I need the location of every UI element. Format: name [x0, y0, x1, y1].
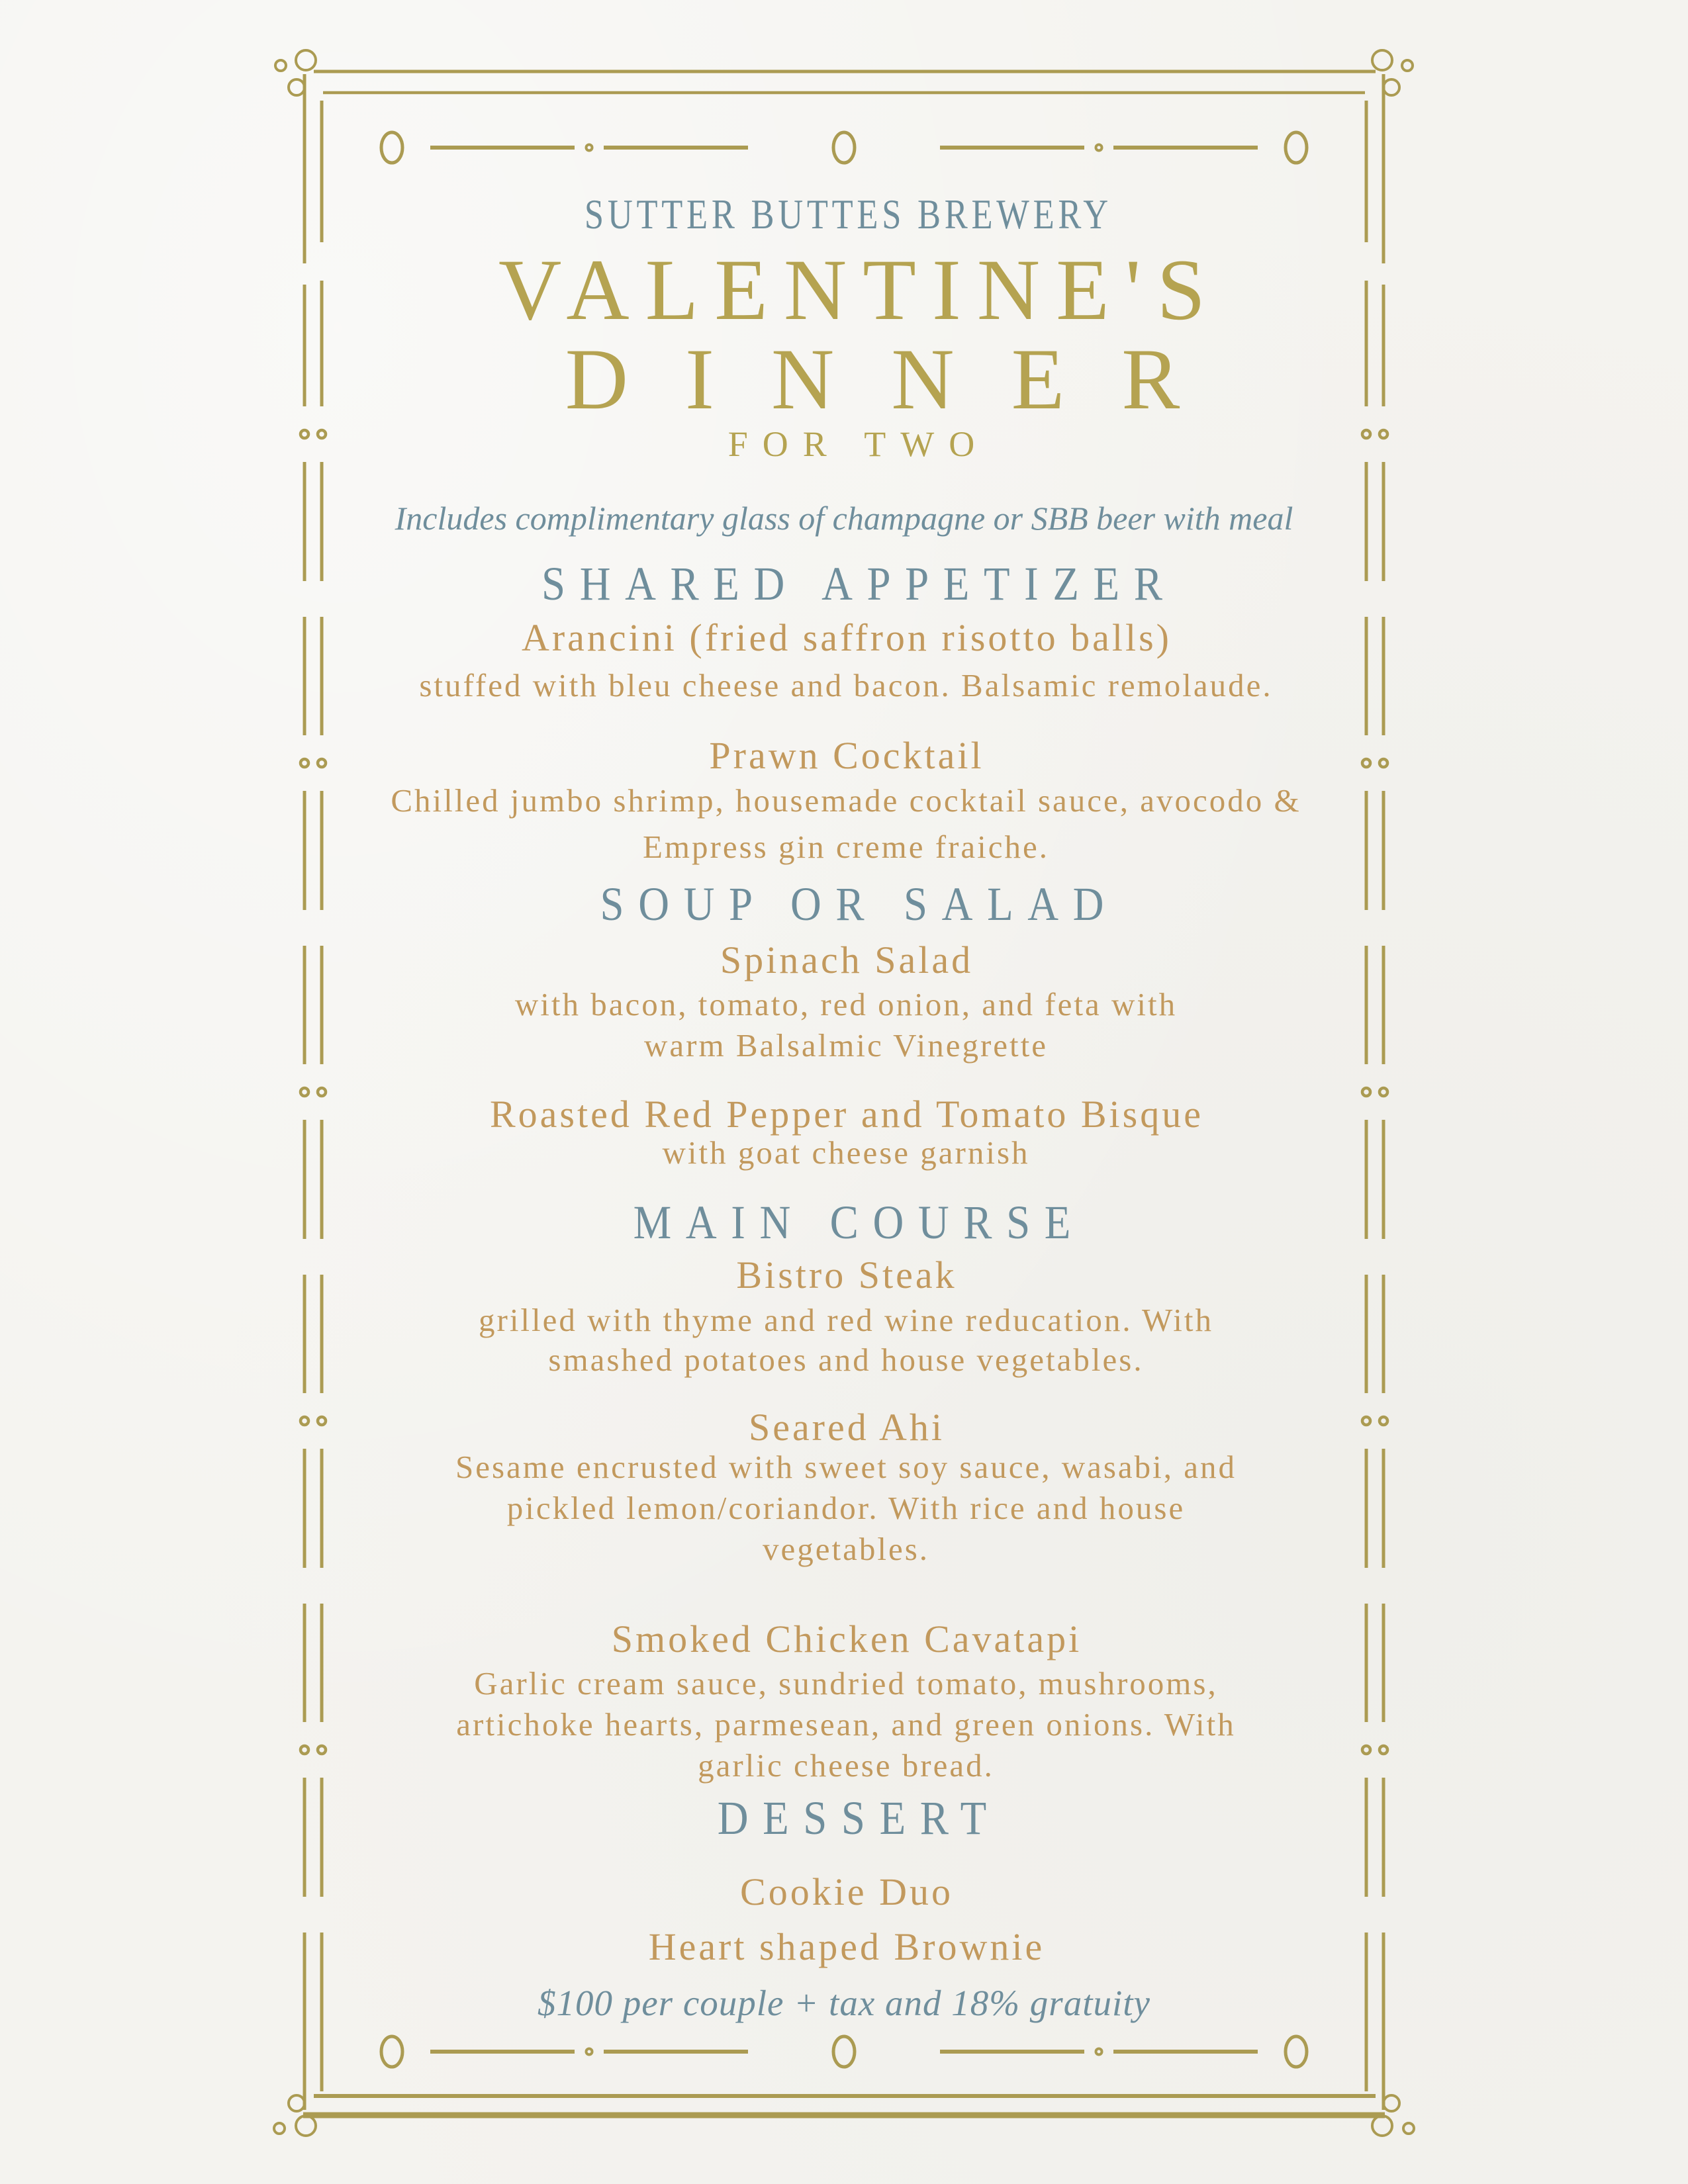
- frame-bottom-lines: [303, 2096, 1385, 2115]
- item-desc-line: pickled lemon/coriandor. With rice and house: [506, 1490, 1186, 1526]
- item-desc-line: vegetables.: [762, 1531, 930, 1567]
- section-title-dessert: DESSERT: [717, 1792, 1001, 1844]
- price-note: $100 per couple + tax and 18% gratuity: [538, 1983, 1150, 2023]
- section-title-main-course: MAIN COURSE: [633, 1196, 1085, 1249]
- complimentary-note: Includes complimentary glass of champagne or SBB beer with meal: [395, 500, 1293, 537]
- item-desc-line: warm Balsalmic Vinegrette: [644, 1027, 1048, 1064]
- ornament-band-bottom: [381, 2036, 1307, 2067]
- item-desc-line: Empress gin creme fraiche.: [642, 829, 1050, 865]
- item-name-roasted-red-pepper-bisque: Roasted Red Pepper and Tomato Bisque: [489, 1093, 1203, 1136]
- ornament-band-top: [381, 132, 1307, 163]
- item-desc-line: garlic cheese bread.: [698, 1747, 994, 1784]
- brewery-name: SUTTER BUTTES BREWERY: [584, 191, 1112, 238]
- item-name-smoked-chicken-cavatapi: Smoked Chicken Cavatapi: [611, 1617, 1082, 1661]
- menu-title-line1: VALENTINE'S: [498, 241, 1221, 338]
- item-desc-line: Garlic cream sauce, sundried tomato, mushrooms,: [474, 1665, 1218, 1702]
- item-desc-line: grilled with thyme and red wine reducation. With: [479, 1302, 1213, 1338]
- item-name-cookie-duo: Cookie Duo: [740, 1870, 953, 1913]
- item-desc-line: artichoke hearts, parmesean, and green onions. With: [456, 1706, 1236, 1743]
- item-desc-line: with goat cheese garnish: [662, 1134, 1030, 1171]
- item-name-heart-shaped-brownie: Heart shaped Brownie: [648, 1925, 1045, 1968]
- item-desc-line: Chilled jumbo shrimp, housemade cocktail sauce, avocodo &: [391, 782, 1301, 819]
- item-name-prawn-cocktail: Prawn Cocktail: [709, 734, 984, 777]
- menu-subtitle: FOR TWO: [727, 424, 990, 464]
- item-name-bistro-steak: Bistro Steak: [736, 1253, 957, 1297]
- menu-title-line2: DINNER: [565, 330, 1237, 428]
- item-desc-line: stuffed with bleu cheese and bacon. Balsamic remolaude.: [419, 667, 1273, 704]
- section-title-shared-appetizer: SHARED APPETIZER: [541, 557, 1177, 610]
- item-name-arancini: Arancini (fried saffron risotto balls): [521, 616, 1172, 659]
- item-name-spinach-salad: Spinach Salad: [720, 938, 974, 981]
- section-title-soup-or-salad: SOUP OR SALAD: [600, 878, 1119, 931]
- item-desc-line: Sesame encrusted with sweet soy sauce, wasabi, and: [455, 1449, 1237, 1485]
- item-desc-line: with bacon, tomato, red onion, and feta with: [514, 986, 1178, 1023]
- item-name-seared-ahi: Seared Ahi: [748, 1406, 945, 1449]
- frame-top-lines: [314, 71, 1376, 93]
- item-desc-line: smashed potatoes and house vegetables.: [548, 1342, 1144, 1378]
